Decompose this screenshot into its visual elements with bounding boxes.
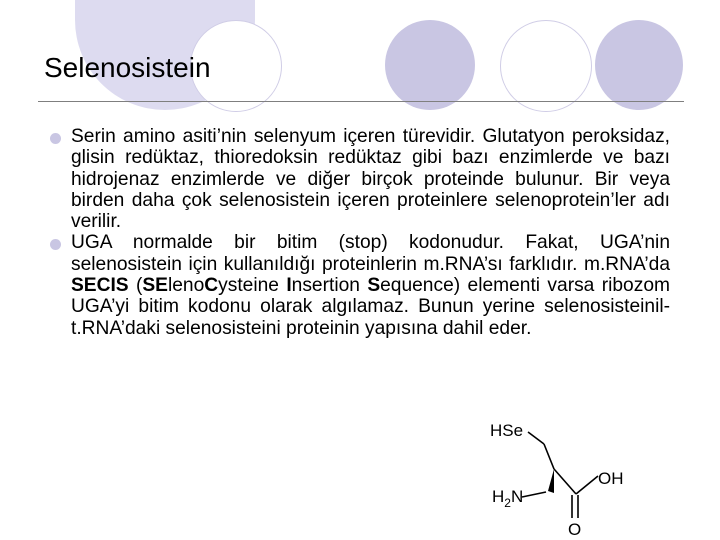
label-h2n-n: N <box>510 487 524 506</box>
secis-acronym: SECIS <box>71 275 129 297</box>
bullet-item-1 <box>50 126 670 232</box>
title-divider <box>38 101 684 102</box>
bond-se-ch2 <box>528 432 544 444</box>
bullet-dot-icon <box>50 239 61 250</box>
bullet-item-2 <box>50 232 670 338</box>
slide-title: Selenosistein <box>44 52 211 83</box>
decorative-circle-4 <box>500 20 592 112</box>
bond-ch2-calpha <box>544 444 554 469</box>
bond-carboxyl-oh <box>576 476 598 494</box>
label-h2n-2: 2 <box>504 496 511 510</box>
bullet-dot-icon <box>50 133 61 144</box>
bullet-2-part1: UGA normalde bir bitim (stop) kodonudur. Fakat, UGA’nin selenosistein için kullanıldığı proteinlerin m.RNA’sı farklıdır. m.RNA’da <box>71 232 670 275</box>
acronym-letter-c: C <box>204 275 219 297</box>
bond-n-calpha <box>522 492 546 497</box>
acronym-letter-s: S <box>367 275 381 297</box>
bond-calpha-carboxyl <box>554 469 576 494</box>
bullet-2-part4: ysteine <box>218 275 287 297</box>
label-h2n-h: H <box>492 487 505 506</box>
bullet-2-part2: ( <box>128 275 143 297</box>
decorative-circle-5 <box>595 20 683 110</box>
label-hse: HSe <box>490 421 524 440</box>
acronym-letter-i: I <box>286 275 292 297</box>
label-h2n <box>492 487 523 510</box>
label-oh: OH <box>598 469 624 488</box>
acronym-letter-se: SE <box>142 275 168 297</box>
selenocysteine-structure <box>470 418 640 540</box>
bullet-list <box>50 126 670 339</box>
wedge-bond-amine <box>548 469 554 493</box>
bullet-text-1: Serin amino asiti’nin selenyum içeren türevidir. Glutatyon peroksidaz, glisin redüktaz, thioredoksin redüktaz gibi bazı enzimlerde ve bazı hidrojenaz enzimlerde ve diğer birçok proteinde bulunur. Bir veya birden daha çok selenosistein içeren proteinlere selenoprotein’ler adı verilir. <box>71 126 670 233</box>
bullet-text-2 <box>71 232 670 338</box>
bullet-2-part5: nsertion <box>291 275 368 297</box>
bullet-2-part3: leno <box>167 275 205 297</box>
decorative-circle-3 <box>385 20 475 110</box>
bullet-2-part6: equence) elementi varsa ribozom UGA’yi bitim kodonu olarak algılamaz. Bunun yerine selenosisteinil-t.RNA’daki selenosisteini proteinin yapısına dahil eder. <box>71 275 670 339</box>
label-o: O <box>568 520 582 539</box>
